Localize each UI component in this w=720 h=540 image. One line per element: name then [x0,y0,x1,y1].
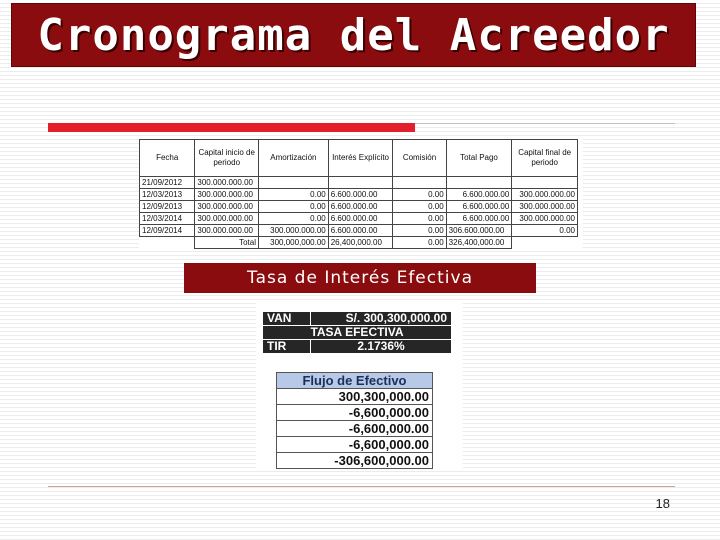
cell-capital-inicio: 300.000.000.00 [195,213,259,225]
cell-capital-inicio: 300.000.000.00 [195,201,259,213]
cell-fecha: 21/09/2012 [140,177,195,189]
schedule-table [139,139,578,249]
flujo-value: 300,300,000.00 [277,389,433,405]
footer-divider [48,486,675,487]
col-header-capital-inicio: Capital inicio de periodo [195,140,259,177]
cell-interes: 6.600.000.00 [328,189,393,201]
cell-interes: 6.600.000.00 [328,225,393,237]
cell-empty [328,177,393,189]
list-item [277,437,433,453]
cell-amortizacion: 0.00 [258,189,328,201]
results-table [262,311,452,354]
total-pago: 326,400,000.00 [446,237,512,249]
cell-fecha: 12/09/2014 [140,225,195,237]
col-header-amortizacion: Amortización [258,140,328,177]
col-header-total-pago: Total Pago [446,140,512,177]
table-row [140,213,578,225]
table-row [140,225,578,237]
flujo-header: Flujo de Efectivo [277,373,433,389]
col-header-interes: Interés Explícito [328,140,393,177]
flujo-header-row [277,373,433,389]
schedule-panel [139,139,583,250]
cell-amortizacion: 0.00 [258,213,328,225]
slide-title: Cronograma del Acreedor [37,9,670,61]
cell-capital-inicio: 300.000.000.00 [195,189,259,201]
flujo-table [276,372,433,469]
cell-empty [512,237,578,249]
page-number: 18 [655,496,670,511]
col-header-fecha: Fecha [140,140,195,177]
col-header-capital-final: Capital final de periodo [512,140,578,177]
cell-total-pago: 6.600.000.00 [446,189,512,201]
total-amortizacion: 300,000,000.00 [258,237,328,249]
table-row [140,177,578,189]
results-panel [256,302,463,470]
cell-empty [258,177,328,189]
cell-comision: 0.00 [393,213,446,225]
tir-value: 2.1736% [311,340,452,354]
table-row [140,189,578,201]
tasa-efectiva-label: TASA EFECTIVA [263,326,452,340]
cell-capital-inicio: 300.000.000.00 [195,225,259,237]
cell-capital-final: 300.000.000.00 [512,201,578,213]
flujo-value: -6,600,000.00 [277,421,433,437]
cell-amortizacion: 0.00 [258,201,328,213]
cell-amortizacion: 300.000.000.00 [258,225,328,237]
totals-label: Total [195,237,259,249]
flujo-value: -6,600,000.00 [277,437,433,453]
list-item [277,389,433,405]
cell-capital-final: 300.000.000.00 [512,213,578,225]
cell-fecha: 12/03/2014 [140,213,195,225]
col-header-comision: Comisión [393,140,446,177]
cell-comision: 0.00 [393,201,446,213]
cell-total-pago: 306.600.000.00 [446,225,512,237]
flujo-value: -306,600,000.00 [277,453,433,469]
total-interes: 26,400,000.00 [328,237,393,249]
accent-red-bar [48,123,415,132]
cell-capital-final: 0.00 [512,225,578,237]
cell-empty [140,237,195,249]
totals-row [140,237,578,249]
cell-fecha: 12/03/2013 [140,189,195,201]
title-bar [11,3,696,67]
cell-capital-final: 300.000.000.00 [512,189,578,201]
cell-empty [512,177,578,189]
tir-row [263,340,452,354]
van-row [263,312,452,326]
tasa-row [263,326,452,340]
table-row [140,201,578,213]
cell-comision: 0.00 [393,225,446,237]
cell-capital-inicio: 300.000.000.00 [195,177,259,189]
cell-total-pago: 6.600.000.00 [446,201,512,213]
list-item [277,453,433,469]
total-comision: 0.00 [393,237,446,249]
cell-interes: 6.600.000.00 [328,201,393,213]
schedule-header-row [140,140,578,177]
van-value: S/. 300,300,000.00 [311,312,452,326]
cell-total-pago: 6.600.000.00 [446,213,512,225]
cell-empty [446,177,512,189]
tea-banner: Tasa de Interés Efectiva [184,263,536,293]
cell-interes: 6.600.000.00 [328,213,393,225]
cell-comision: 0.00 [393,189,446,201]
list-item [277,421,433,437]
van-label: VAN [263,312,311,326]
flujo-value: -6,600,000.00 [277,405,433,421]
cell-fecha: 12/09/2013 [140,201,195,213]
list-item [277,405,433,421]
cell-empty [393,177,446,189]
tir-label: TIR [263,340,311,354]
